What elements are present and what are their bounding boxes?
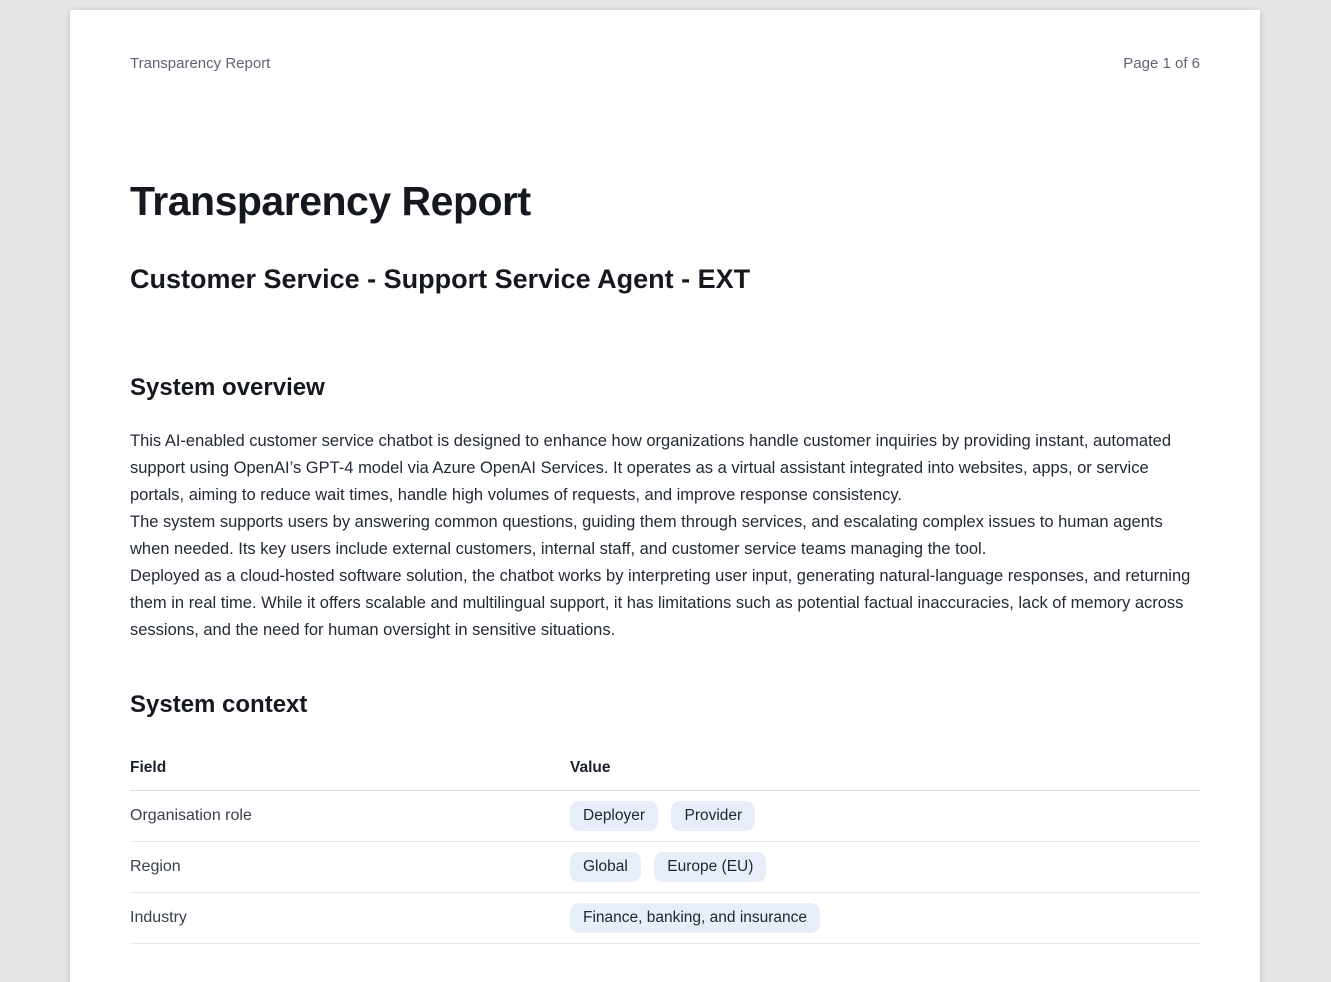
system-context-table xyxy=(130,759,1200,944)
table-row xyxy=(130,791,1200,842)
page-header-title: Transparency Report xyxy=(130,55,271,72)
field-label: Industry xyxy=(130,893,570,944)
section-heading-system-context: System context xyxy=(130,691,308,718)
value-badge: Finance, banking, and insurance xyxy=(570,903,820,933)
field-label: Region xyxy=(130,842,570,893)
column-header-value: Value xyxy=(570,759,1200,791)
column-header-field: Field xyxy=(130,759,570,791)
section-system-overview xyxy=(130,372,1200,644)
page-header xyxy=(130,54,1200,74)
table-row xyxy=(130,893,1200,944)
report-page xyxy=(70,10,1260,982)
value-badge: Europe (EU) xyxy=(654,852,766,882)
value-badge: Provider xyxy=(671,801,755,831)
value-badge: Global xyxy=(570,852,641,882)
overview-paragraph: Deployed as a cloud-hosted software solution, the chatbot works by interpreting user input, generating natural-language responses, and returning them in real time. While it offers scalable and multilingual support, it has limitations such as potential factual inaccuracies, lack of memory across sessions, and the need for human oversight in sensitive situations. xyxy=(130,567,1191,639)
value-cell xyxy=(570,791,1200,842)
report-title: Transparency Report xyxy=(130,178,531,224)
value-cell xyxy=(570,893,1200,944)
table-header-row xyxy=(130,759,1200,791)
report-subtitle: Customer Service - Support Service Agent - EXT xyxy=(130,264,751,294)
table-row xyxy=(130,842,1200,893)
value-cell xyxy=(570,842,1200,893)
overview-paragraph: The system supports users by answering common questions, guiding them through services, and escalating complex issues to human agents when needed. Its key users include external customers, internal staff, and customer service teams managing the tool. xyxy=(130,513,1163,558)
system-overview-body xyxy=(130,428,1200,644)
section-heading-system-overview: System overview xyxy=(130,374,325,401)
value-badge: Deployer xyxy=(570,801,658,831)
page-number-indicator: Page 1 of 6 xyxy=(1123,55,1200,72)
overview-paragraph: This AI-enabled customer service chatbot is designed to enhance how organizations handle customer inquiries by providing instant, automated support using OpenAI’s GPT-4 model via Azure OpenAI Services. It operates as a virtual assistant integrated into websites, apps, or service portals, aiming to reduce wait times, handle high volumes of requests, and improve response consistency. xyxy=(130,432,1172,504)
field-label: Organisation role xyxy=(130,791,570,842)
section-system-context xyxy=(130,689,1200,944)
